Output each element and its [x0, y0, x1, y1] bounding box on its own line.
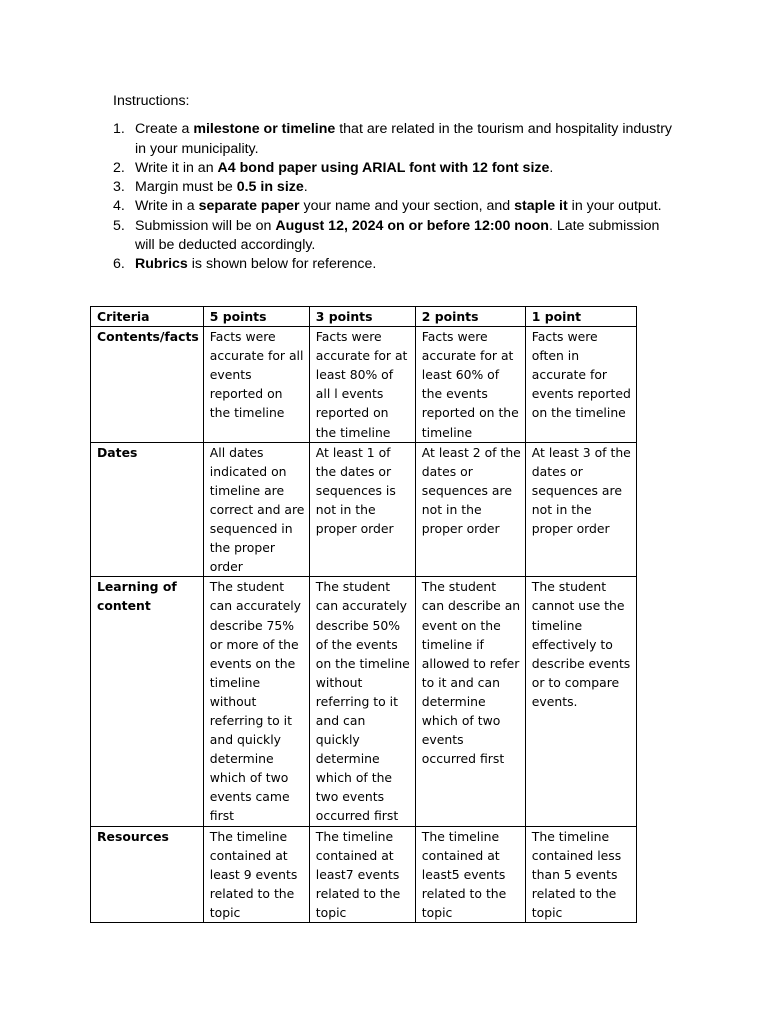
rubric-cell: Facts were accurate for at least 60% of the events reported on the timeline	[415, 327, 525, 443]
instruction-text: .	[549, 159, 554, 176]
header-criteria: Criteria	[91, 307, 204, 327]
table-row	[91, 577, 637, 826]
rubric-cell: The timeline contained less than 5 events related to the topic	[525, 826, 636, 922]
instruction-bold-text: milestone or timeline	[193, 121, 336, 138]
rubric-cell: The timeline contained at least7 events related to the topic	[309, 826, 415, 922]
instruction-number: 4.	[113, 198, 125, 215]
rubric-cell: Facts were accurate for all events reported on the timeline	[203, 327, 309, 443]
table-row	[91, 327, 637, 443]
rubric-table	[90, 306, 637, 923]
instruction-text: in your output.	[567, 198, 662, 215]
criteria-cell: Resources	[91, 826, 204, 922]
rubric-cell: At least 2 of the dates or sequences are not in the proper order	[415, 442, 525, 577]
rubric-cell: The student can accurately describe 50% of the events on the timeline without referring to it and can quickly determine which of the two events occurred first	[309, 577, 415, 826]
instruction-bold-text: staple it	[514, 198, 568, 215]
instructions-section	[113, 92, 673, 275]
instruction-text: your name and your section, and	[299, 198, 515, 215]
instruction-bold-text: A4 bond paper using ARIAL font with 12 font size	[217, 159, 550, 176]
instruction-item	[113, 178, 673, 197]
instruction-text: Write in a	[135, 198, 199, 215]
header-2-points: 2 points	[415, 307, 525, 327]
instruction-item	[113, 217, 673, 256]
instruction-bold-text: separate paper	[198, 198, 300, 215]
rubric-header-row	[91, 307, 637, 327]
instruction-number: 6.	[113, 256, 125, 273]
rubric-cell: Facts were often in accurate for events reported on the timeline	[525, 327, 636, 443]
instruction-number: 2.	[113, 159, 125, 176]
rubric-cell: At least 3 of the dates or sequences are not in the proper order	[525, 442, 636, 577]
header-1-point: 1 point	[525, 307, 636, 327]
instruction-text: Write it in an	[135, 159, 218, 176]
instruction-bold-text: Rubrics	[135, 256, 188, 273]
criteria-cell: Dates	[91, 442, 204, 577]
instruction-text: is shown below for reference.	[187, 256, 377, 273]
instruction-bold-text: August 12, 2024 on or before 12:00 noon	[275, 217, 549, 234]
header-5-points: 5 points	[203, 307, 309, 327]
rubric-cell: The timeline contained at least5 events related to the topic	[415, 826, 525, 922]
header-3-points: 3 points	[309, 307, 415, 327]
criteria-cell: Contents/facts	[91, 327, 204, 443]
rubric-cell: The student can describe an event on the timeline if allowed to refer to it and can determine which of two events occurred first	[415, 577, 525, 826]
instruction-item	[113, 255, 673, 274]
instruction-text: . Late submission will be deducted accordingly.	[135, 217, 660, 254]
rubric-cell: All dates indicated on timeline are correct and are sequenced in the proper order	[203, 442, 309, 577]
instruction-text: Create a	[135, 121, 194, 138]
instruction-number: 1.	[113, 121, 125, 138]
instruction-item	[113, 159, 673, 178]
instruction-text: Margin must be	[135, 179, 237, 196]
rubric-cell: The student cannot use the timeline effectively to describe events or to compare events.	[525, 577, 636, 826]
rubric-cell: The student can accurately describe 75% or more of the events on the timeline without referring to it and quickly determine which of two events came first	[203, 577, 309, 826]
rubric-cell: Facts were accurate for at least 80% of all l events reported on the timeline	[309, 327, 415, 443]
rubric-cell: The timeline contained at least 9 events related to the topic	[203, 826, 309, 922]
instruction-bold-text: 0.5 in size	[236, 179, 304, 196]
instruction-number: 5.	[113, 217, 125, 234]
table-row	[91, 442, 637, 577]
instruction-item	[113, 197, 673, 216]
instruction-number: 3.	[113, 179, 125, 196]
criteria-cell: Learning of content	[91, 577, 204, 826]
instruction-text: Submission will be on	[135, 217, 276, 234]
instructions-list	[113, 120, 673, 274]
instruction-item	[113, 120, 673, 159]
instruction-text: .	[303, 179, 308, 196]
instruction-text: that are related in the tourism and hospitality industry in your municipality.	[135, 121, 673, 157]
table-row	[91, 826, 637, 922]
rubric-cell: At least 1 of the dates or sequences is not in the proper order	[309, 442, 415, 577]
instructions-heading: Instructions:	[113, 93, 190, 109]
